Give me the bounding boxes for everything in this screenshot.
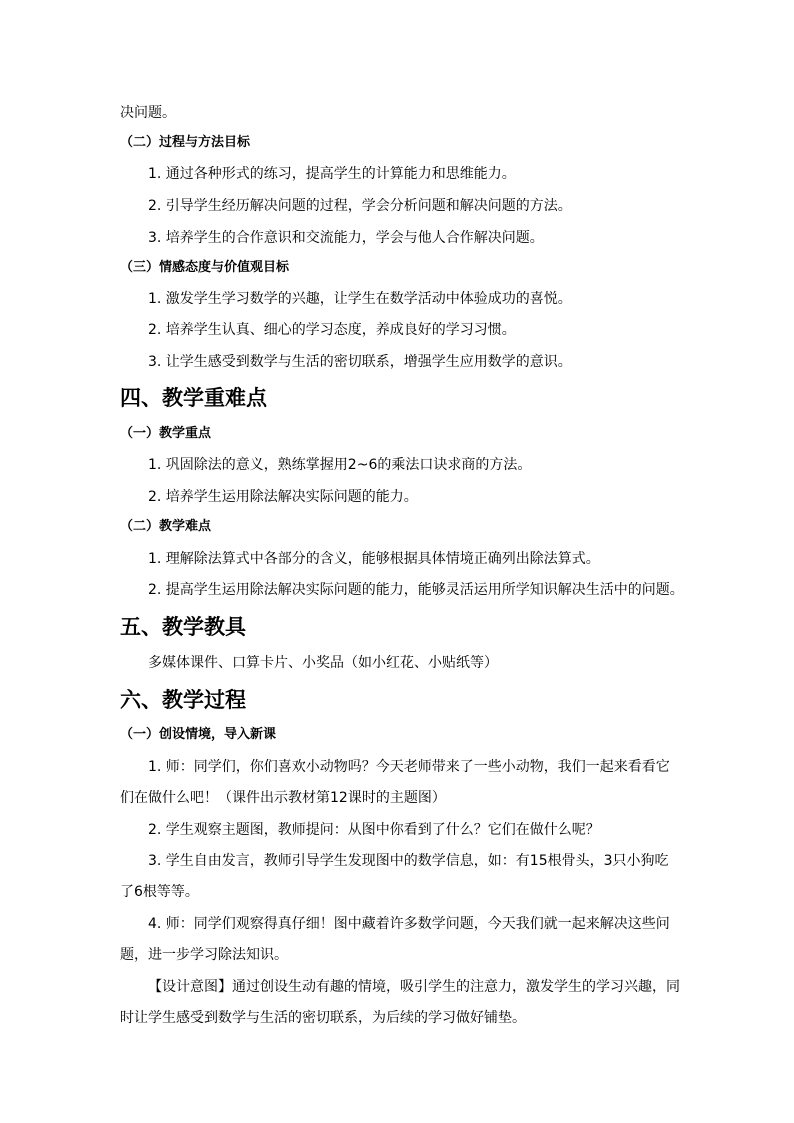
list-item: 2. 培养学生认真、细心的学习态度，养成良好的学习习惯。 xyxy=(148,322,516,338)
subsection-title: （三）情感态度与价值观目标 xyxy=(120,260,290,275)
subsection-title: （一）创设情境，导入新课 xyxy=(120,727,277,742)
list-item: 3. 让学生感受到数学与生活的密切联系，增强学生应用数学的意识。 xyxy=(148,354,572,370)
list-item: 2. 引导学生经历解决问题的过程，学会分析问题和解决问题的方法。 xyxy=(148,198,572,214)
paragraph-line: 4. 师：同学们观察得真仔细！图中藏着许多数学问题，今天我们就一起来解决这些问 xyxy=(148,916,670,932)
subsection-title: （二）教学难点 xyxy=(120,519,212,534)
subsection-title: （二）过程与方法目标 xyxy=(120,135,251,150)
section-heading: 五、教学教具 xyxy=(120,615,246,639)
paragraph-line: 们在做什么吧！（课件出示教材第12课时的主题图） xyxy=(120,790,446,806)
list-item: 1. 激发学生学习数学的兴趣，让学生在数学活动中体验成功的喜悦。 xyxy=(148,291,572,307)
paragraph-line: 了6根等等。 xyxy=(120,884,199,900)
paragraph-line: 2. 学生观察主题图，教师提问：从图中你看到了什么？它们在做什么呢？ xyxy=(148,822,600,838)
paragraph-line: 题，进一步学习除法知识。 xyxy=(120,947,288,963)
list-item: 3. 培养学生的合作意识和交流能力，学会与他人合作解决问题。 xyxy=(148,230,544,246)
section-heading: 四、教学重难点 xyxy=(120,386,267,410)
subsection-title: （一）教学重点 xyxy=(120,426,212,441)
list-item: 1. 巩固除法的意义，熟练掌握用2~6的乘法口诀求商的方法。 xyxy=(148,457,532,473)
paragraph-line: 多媒体课件、口算卡片、小奖品（如小红花、小贴纸等） xyxy=(148,655,498,671)
list-item: 2. 提高学生运用除法解决实际问题的能力，能够灵活运用所学知识解决生活中的问题。 xyxy=(148,582,684,598)
list-item: 1. 理解除法算式中各部分的含义，能够根据具体情境正确列出除法算式。 xyxy=(148,551,600,567)
paragraph-line: 决问题。 xyxy=(120,105,176,121)
section-heading: 六、教学过程 xyxy=(120,688,246,712)
paragraph-line: 3. 学生自由发言，教师引导学生发现图中的数学信息，如：有15根骨头，3只小狗吃 xyxy=(148,853,669,869)
paragraph-line: 1. 师：同学们，你们喜欢小动物吗？今天老师带来了一些小动物，我们一起来看看它 xyxy=(148,759,670,775)
paragraph-line: 时让学生感受到数学与生活的密切联系，为后续的学习做好铺垫。 xyxy=(120,1010,526,1026)
paragraph-line: 【设计意图】通过创设生动有趣的情境，吸引学生的注意力，激发学生的学习兴趣，同 xyxy=(148,979,680,995)
list-item: 1. 通过各种形式的练习，提高学生的计算能力和思维能力。 xyxy=(148,166,516,182)
list-item: 2. 培养学生运用除法解决实际问题的能力。 xyxy=(148,489,418,505)
